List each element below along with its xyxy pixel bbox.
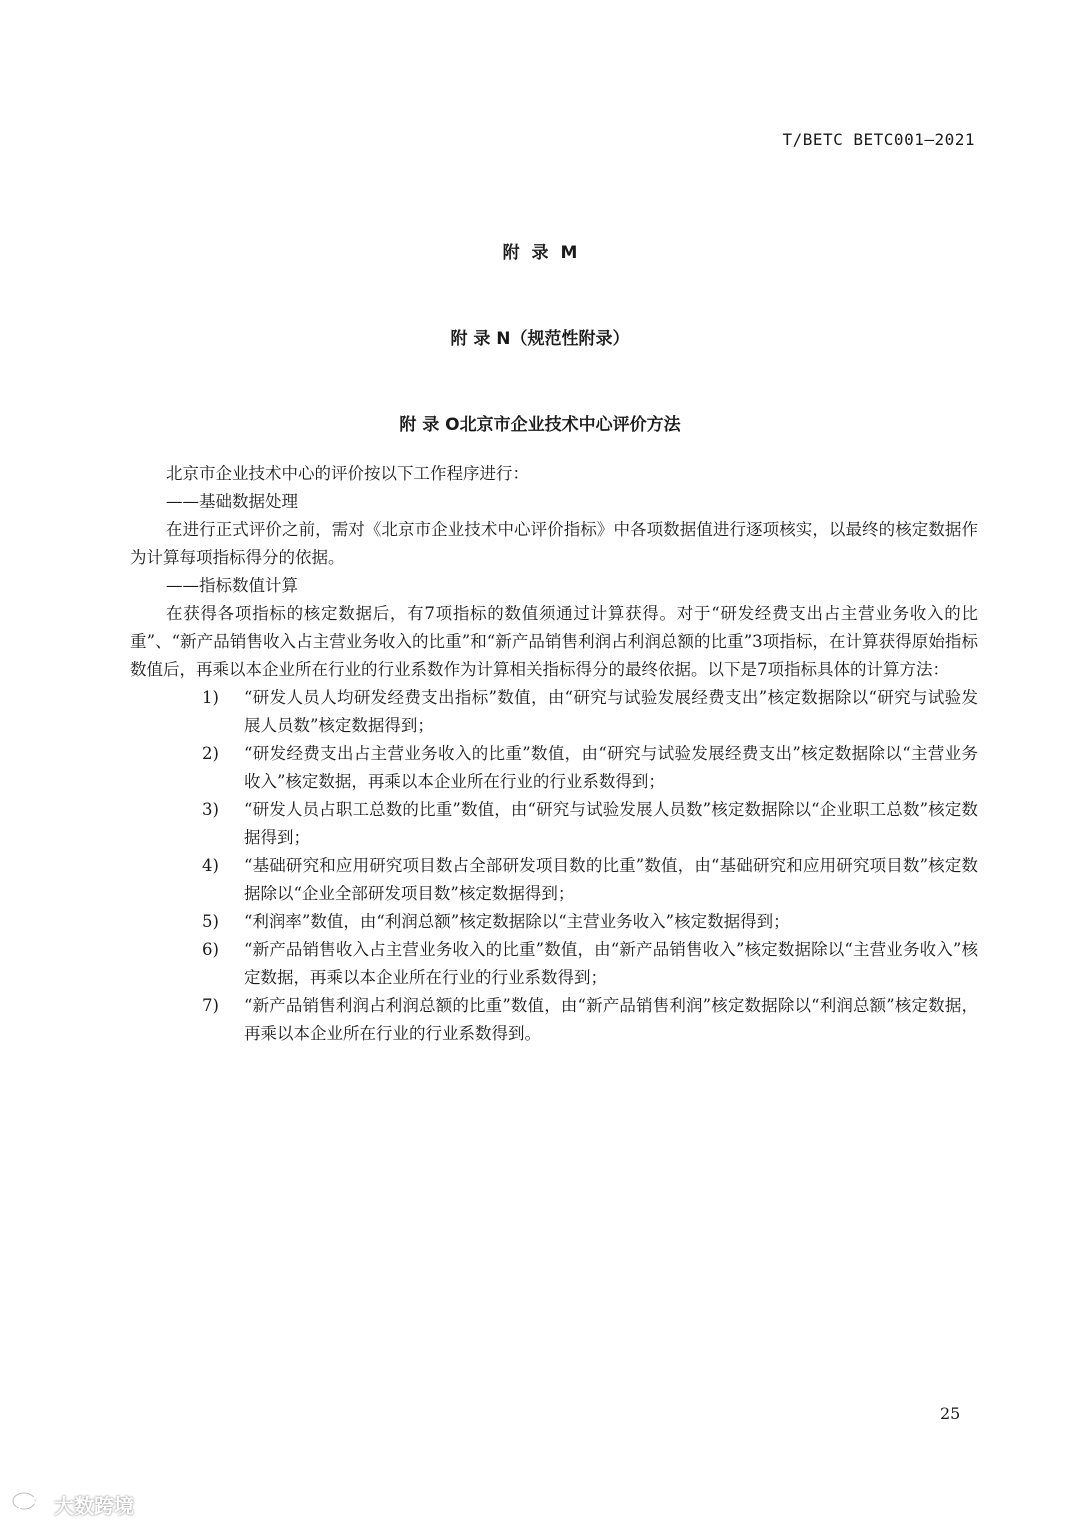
list-number: 4): [202, 856, 219, 875]
watermark: [10, 1490, 134, 1519]
intro-paragraph: 北京市企业技术中心的评价按以下工作程序进行：: [166, 464, 529, 483]
list-item: [130, 740, 978, 796]
list-number: 2): [202, 744, 219, 763]
chat-bubble-icon: [10, 1490, 54, 1519]
list-item: [130, 992, 978, 1048]
list-text: “新产品销售利润占利润总额的比重”数值，由“新产品销售利润”核定数据除以“利润总额”核定数据，再乘以本企业所在行业的行业系数得到。: [244, 996, 978, 1043]
section2-title: ——指标数值计算: [166, 576, 298, 595]
list-number: 7): [202, 996, 219, 1015]
document-body: [130, 460, 978, 1048]
section1-paragraph: 在进行正式评价之前，需对《北京市企业技术中心评价指标》中各项数据值进行逐项核实，以最终的核定数据作为计算每项指标得分的依据。: [130, 520, 978, 567]
list-text: “基础研究和应用研究项目数占全部研发项目数的比重”数值，由“基础研究和应用研究项目数”核定数据除以“企业全部研发项目数”核定数据得到；: [244, 856, 978, 903]
list-item: [130, 796, 978, 852]
calculation-list: [130, 684, 978, 1048]
list-text: “研发人员人均研发经费支出指标”数值，由“研究与试验发展经费支出”核定数据除以“研究与试验发展人员数”核定数据得到；: [244, 688, 978, 735]
list-item: [130, 908, 978, 936]
list-text: “研发经费支出占主营业务收入的比重”数值，由“研究与试验发展经费支出”核定数据除以“主营业务收入”核定数据，再乘以本企业所在行业的行业系数得到；: [244, 744, 978, 791]
appendix-n-heading: 附 录 N（规范性附录）: [450, 329, 630, 349]
list-text: “新产品销售收入占主营业务收入的比重”数值，由“新产品销售收入”核定数据除以“主营业务收入”核定数据，再乘以本企业所在行业的行业系数得到；: [244, 940, 978, 987]
page-number: 25: [940, 1404, 961, 1423]
list-number: 1): [202, 688, 219, 707]
appendix-o-heading: 附 录 O北京市企业技术中心评价方法: [399, 415, 681, 435]
list-number: 3): [202, 800, 219, 819]
section1-title: ——基础数据处理: [166, 492, 298, 511]
list-number: 5): [202, 912, 219, 931]
document-code: T/BETC BETC001—2021: [782, 130, 975, 149]
list-item: [130, 684, 978, 740]
list-text: “研发人员占职工总数的比重”数值，由“研究与试验发展人员数”核定数据除以“企业职工总数”核定数据得到；: [244, 800, 978, 847]
list-text: “利润率”数值，由“利润总额”核定数据除以“主营业务收入”核定数据得到；: [244, 912, 790, 931]
list-item: [130, 936, 978, 992]
watermark-text: 大数跨境: [54, 1494, 134, 1518]
appendix-m-heading: 附 录 M: [502, 243, 578, 263]
section2-paragraph: 在获得各项指标的核定数据后，有7项指标的数值须通过计算获得。对于“研发经费支出占主营业务收入的比重”、“新产品销售收入占主营业务收入的比重”和“新产品销售利润占利润总额的比重”3项指标，在计算获得原始指标数值后，再乘以本企业所在行业的行业系数作为计算相关指标得分的最终依据。以下是7项指标具体的计算方法：: [130, 604, 978, 679]
list-item: [130, 852, 978, 908]
list-number: 6): [202, 940, 219, 959]
